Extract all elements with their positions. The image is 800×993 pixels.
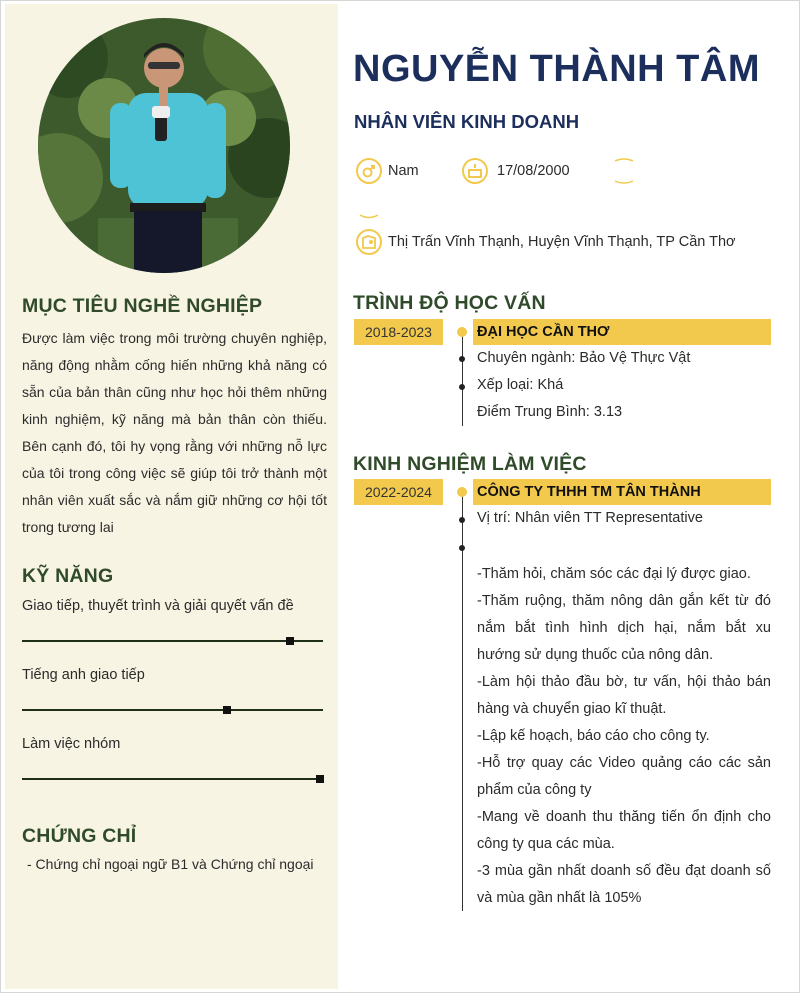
education-major: Chuyên ngành: Bảo Vệ Thực Vật [477,350,691,366]
timeline-dot [457,487,467,497]
timeline-line [462,331,463,426]
timeline-line [462,491,463,911]
school-name: ĐẠI HỌC CẦN THƠ [473,319,771,345]
duty-item: -Mang về doanh thu thăng tiến ổn định cho công ty qua các mùa. [477,809,771,852]
profile-photo-illustration [38,18,290,273]
skill-label: Giao tiếp, thuyết trình và giải quyết vấn đề [22,598,294,614]
timeline-dot [457,327,467,337]
profile-photo [38,18,290,273]
objective-text: Được làm việc trong môi trường chuyên nghiệp, năng động nhằm cống hiến những khả năng có sẵn của bản thân cũng như học hỏi thêm những kinh nghiệm, kỹ năng mà bản thân còn thiếu. Bên cạnh đó, tôi hy vọng rằng với những nỗ lực của tôi trong công việc sẽ giúp tôi trở thành một nhân viên xuất sắc và nắm giữ những cơ hội tốt trong tương lai [22,330,327,535]
skill-level-marker [223,706,231,714]
location-icon [356,229,382,255]
skill-label: Tiếng anh giao tiếp [22,667,145,683]
skill-bar [22,778,323,780]
timeline-dot [459,356,465,362]
education-rank: Xếp loại: Khá [477,377,564,393]
duty-item: -Thăm ruộng, thăm nông dân gắn kết từ đó nắm bắt tình hình dịch hại, nắm bắt xu hướng sử dụng thuốc của nông dân. [477,593,771,663]
experience-title: KINH NGHIỆM LÀM VIỆC [353,453,587,475]
duty-item: -Thăm hỏi, chăm sóc các đại lý được giao. [477,566,751,582]
company-name: CÔNG TY THHH TM TÂN THÀNH [473,479,771,505]
candidate-name: NGUYỄN THÀNH TÂM [353,48,760,90]
duties-list [477,561,771,912]
timeline-dot [459,384,465,390]
skill-level-marker [316,775,324,783]
certificates-text: - Chứng chỉ ngoại ngữ B1 và Chứng chỉ ngoại [27,856,314,872]
job-title: NHÂN VIÊN KINH DOANH [354,111,580,132]
experience-period: 2022-2024 [354,479,443,505]
timeline-dot [459,517,465,523]
timeline-dot [459,545,465,551]
skill-label: Làm việc nhóm [22,736,121,752]
duty-item: -Lập kế hoạch, báo cáo cho công ty. [477,728,710,744]
gender-value: Nam [388,163,419,179]
gender-icon [356,158,382,184]
education-gpa: Điểm Trung Bình: 3.13 [477,404,623,420]
duty-item: -3 mùa gần nhất doanh số đều đạt doanh số và mùa gần nhất là 105% [477,863,771,906]
duty-item: -Làm hội thảo đầu bờ, tư vấn, hội thảo bán hàng và chuyển giao kĩ thuật. [477,674,771,717]
skills-title: KỸ NĂNG [22,565,114,587]
birthdate-value: 17/08/2000 [497,163,570,179]
skill-bar [22,640,323,642]
objective-title: MỤC TIÊU NGHỀ NGHIỆP [22,295,263,317]
education-period: 2018-2023 [354,319,443,345]
address-value: Thị Trấn Vĩnh Thạnh, Huyện Vĩnh Thạnh, TP Cần Thơ [388,234,736,250]
skill-level-marker [286,637,294,645]
education-title: TRÌNH ĐỘ HỌC VẤN [353,292,546,314]
duty-item: -Hỗ trợ quay các Video quảng cáo các sản phẩm của công ty [477,755,771,798]
experience-position: Vị trí: Nhân viên TT Representative [477,510,703,526]
birthday-cake-icon [462,158,488,184]
certificates-title: CHỨNG CHỈ [22,825,137,847]
skill-bar [22,709,323,711]
partial-icon [611,158,637,184]
